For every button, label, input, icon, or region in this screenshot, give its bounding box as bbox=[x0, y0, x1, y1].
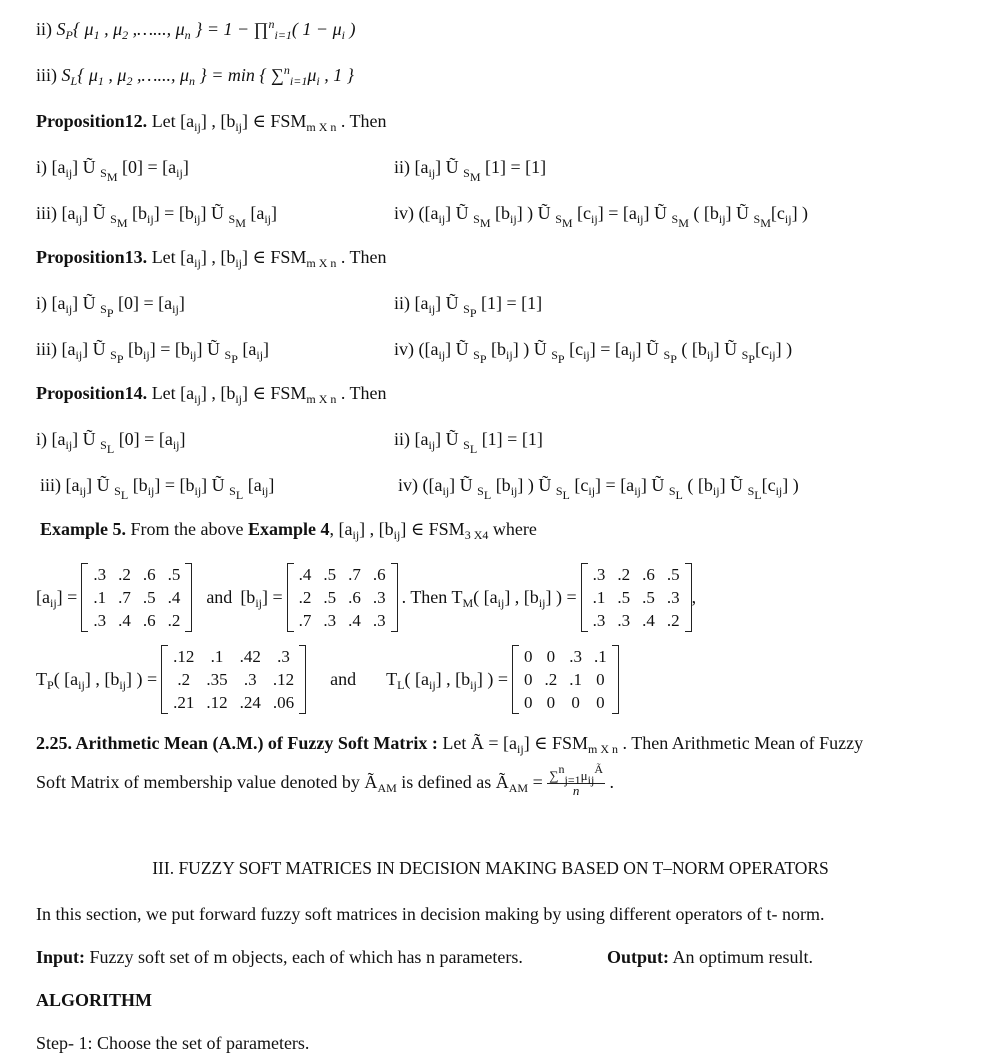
sp-label: ii) bbox=[36, 19, 52, 39]
matrix-tm-row bbox=[587, 586, 686, 609]
matrix-a-cell: .4 bbox=[118, 610, 131, 630]
sl-formula: $S_L${ $\mu_1$ , $\mu_2$ ,…..., $\mu_n$ } = min { $\sum^n_{i=1}\mu_i$ , 1 } bbox=[61, 63, 354, 88]
proposition13-heading bbox=[36, 246, 387, 268]
matrix-tl-cell: 0 bbox=[523, 692, 533, 712]
matrix-a bbox=[81, 563, 192, 632]
matrix-a-cell: .6 bbox=[142, 610, 156, 630]
matrix-tl-cell: 0 bbox=[571, 692, 580, 712]
matrix-b-cell: .3 bbox=[372, 610, 386, 630]
matrix-tp-cell: .06 bbox=[272, 692, 295, 712]
example5-text-after: , $[a_{ij}]$ , $[b_{ij}]$ ∈ $FSM_{3 X4}$ where bbox=[329, 519, 537, 542]
proposition14-heading bbox=[36, 382, 387, 404]
matrix-tm-row bbox=[587, 609, 686, 632]
matrix-tp-cell: .1 bbox=[210, 646, 224, 666]
am-period: . bbox=[609, 772, 614, 792]
matrix-tm-cell: .5 bbox=[617, 587, 631, 607]
matrix-b-cell: .5 bbox=[323, 564, 337, 584]
am-text1: Let Ã = $[a_{ij}]$ ∈ $FSM_{m X n}$ . Then Arithmetic Mean of Fuzzy bbox=[442, 733, 864, 756]
matrix-b bbox=[287, 563, 398, 632]
prop12-iii: iii) $[a_{ij}]$ Ũ $_{S_M}$ $[b_{ij}] = [b_{ij}]$ Ũ $_{S_M}$ $[a_{ij}]$ bbox=[36, 203, 278, 230]
matrix-tl-cell: .1 bbox=[593, 646, 607, 666]
matrix-b-cell: .2 bbox=[298, 587, 312, 607]
prop13-iv: iv) ($[a_{ij}]$ Ũ $_{S_P}$ $[b_{ij}]$ ) Ũ $_{S_P}$ $[c_{ij}] = [a_{ij}]$ Ũ $_{S_P}$ ( $[b_{ij}]$ Ũ $_{S_P}[c_{ij}]$ ) bbox=[394, 339, 793, 366]
example5-text-before: From the above bbox=[130, 519, 244, 539]
matrix-tp-cell: .3 bbox=[277, 646, 290, 666]
matrix-a-cell: .3 bbox=[93, 564, 107, 584]
matrix-b-cell: .3 bbox=[323, 610, 337, 630]
matrix-tl-cell: 0 bbox=[546, 646, 556, 666]
sl-definition bbox=[36, 64, 354, 86]
matrix-a-label: $[a_{ij}]$ = bbox=[36, 587, 78, 610]
matrix-b-row bbox=[293, 563, 392, 586]
matrix-a-cell: .2 bbox=[167, 610, 181, 630]
prop12-intro: Let $[a_{ij}]$ , $[b_{ij}]$ ∈ $FSM_{m X n}$ . Then bbox=[151, 111, 387, 134]
matrix-b-cell: .6 bbox=[348, 587, 361, 607]
matrix-a-cell: .5 bbox=[142, 587, 156, 607]
am-title: 2.25. Arithmetic Mean (A.M.) of Fuzzy Soft Matrix : bbox=[36, 733, 438, 753]
matrix-b-row bbox=[293, 586, 392, 609]
prop14-ii: ii) $[a_{ij}]$ Ũ $_{S_L}$ [1] = [1] bbox=[394, 429, 543, 456]
output-line bbox=[607, 946, 813, 968]
prop12-ii: ii) $[a_{ij}]$ Ũ $_{S_M}$ [1] = [1] bbox=[394, 157, 547, 184]
sp-definition bbox=[36, 18, 355, 40]
matrix-tm-cell: .6 bbox=[642, 564, 655, 584]
matrix-tl-cell: 0 bbox=[546, 692, 556, 712]
example4-reference: Example 4 bbox=[248, 519, 330, 539]
output-label: Output: bbox=[607, 947, 670, 967]
prop14-iv: iv) ($[a_{ij}]$ Ũ $_{S_L}$ $[b_{ij}]$ ) Ũ $_{S_L}$ $[c_{ij}] = [a_{ij}]$ Ũ $_{S_L}$ ( $[b_{ij}]$ Ũ $_{S_L}[c_{ij}]$ ) bbox=[398, 475, 799, 502]
matrix-tl-cell: 0 bbox=[596, 692, 605, 712]
prop14-iii: iii) $[a_{ij}]$ Ũ $_{S_L}$ $[b_{ij}] = [b_{ij}]$ Ũ $_{S_L}$ $[a_{ij}]$ bbox=[40, 475, 275, 502]
matrix-tm-cell: .2 bbox=[617, 564, 631, 584]
am-numerator: $\sum^n_{j=1}\mu_{ij}^Ã$ bbox=[549, 762, 603, 788]
prop12-iv: iv) ($[a_{ij}]$ Ũ $_{S_M}$ $[b_{ij}]$ ) Ũ $_{S_M}$ $[c_{ij}] = [a_{ij}]$ Ũ $_{S_M}$ ( $[b_{ij}]$ Ũ $_{S_M}[c_{ij}]$ ) bbox=[394, 203, 809, 230]
am-text2: Soft Matrix of membership value denoted by $Ã_{AM}$ is defined as $Ã_{AM}$ = bbox=[36, 772, 543, 795]
am-definition-line2 bbox=[36, 762, 614, 802]
matrix-tp-row bbox=[167, 691, 300, 714]
matrix-tm-cell: .5 bbox=[666, 564, 680, 584]
tl-label: $T_L$( $[a_{ij}]$ , $[b_{ij}]$ ) = bbox=[386, 669, 508, 692]
matrix-tp-cell: .21 bbox=[173, 692, 195, 712]
and-word-2: and bbox=[330, 669, 357, 689]
tp-label: $T_P$( $[a_{ij}]$ , $[b_{ij}]$ ) = bbox=[36, 669, 158, 692]
matrix-tm-cell: .3 bbox=[666, 587, 680, 607]
matrix-tp-cell: .12 bbox=[272, 669, 295, 689]
prop14-intro: Let $[a_{ij}]$ , $[b_{ij}]$ ∈ $FSM_{m X n}$ . Then bbox=[151, 383, 387, 406]
matrix-tp-cell: .35 bbox=[206, 669, 228, 689]
example5-title: Example 5. bbox=[40, 519, 127, 539]
matrix-tp-row bbox=[167, 668, 300, 691]
prop13-intro: Let $[a_{ij}]$ , $[b_{ij}]$ ∈ $FSM_{m X n}$ . Then bbox=[151, 247, 387, 270]
step1: Step- 1: Choose the set of parameters. bbox=[36, 1033, 310, 1053]
am-denominator: n bbox=[572, 783, 580, 799]
matrix-tm bbox=[581, 563, 692, 632]
prop12-title: Proposition12. bbox=[36, 111, 148, 131]
matrix-tp-cell: .3 bbox=[243, 669, 257, 689]
input-line bbox=[36, 946, 523, 968]
sp-formula: $S_P${ $\mu_1$ , $\mu_2$ ,…..., $\mu_n$ } = 1 − ∏$^n_{i=1}$( $1 - \mu_i$ ) bbox=[56, 17, 356, 42]
proposition12-heading bbox=[36, 110, 387, 132]
matrix-a-cell: .4 bbox=[167, 587, 181, 607]
matrix-tp-cell: .12 bbox=[173, 646, 195, 666]
matrix-row-1 bbox=[36, 563, 696, 632]
matrix-a-cell: .2 bbox=[118, 564, 131, 584]
matrix-tm-cell: .3 bbox=[592, 610, 606, 630]
matrix-tl-cell: 0 bbox=[523, 646, 533, 666]
matrix-tm-cell: .5 bbox=[642, 587, 655, 607]
matrix-tm-cell: .2 bbox=[666, 610, 680, 630]
matrix-b-cell: .6 bbox=[372, 564, 386, 584]
tm-label: . Then $T_M$( $[a_{ij}]$ , $[b_{ij}]$ ) = bbox=[401, 587, 577, 610]
output-text: An optimum result. bbox=[672, 947, 814, 967]
matrix-tm-cell: .1 bbox=[592, 587, 606, 607]
section-intro: In this section, we put forward fuzzy soft matrices in decision making by using different operators of t- norm. bbox=[36, 904, 825, 924]
section-heading: III. FUZZY SOFT MATRICES IN DECISION MAKING BASED ON T–NORM OPERATORS bbox=[152, 858, 829, 878]
matrix-a-cell: .1 bbox=[93, 587, 107, 607]
matrix-b-row bbox=[293, 609, 392, 632]
algorithm-heading: ALGORITHM bbox=[36, 990, 153, 1010]
prop12-i: i) $[a_{ij}]$ Ũ $_{S_M}$ $[0] = [a_{ij}]$ bbox=[36, 157, 189, 184]
matrix-b-cell: .4 bbox=[298, 564, 312, 584]
matrix-b-cell: .7 bbox=[298, 610, 312, 630]
matrix-a-cell: .7 bbox=[118, 587, 131, 607]
matrix-tl-cell: 0 bbox=[523, 669, 533, 689]
trailing-comma: , bbox=[691, 587, 697, 607]
matrix-b-cell: .5 bbox=[323, 587, 337, 607]
matrix-tl-row bbox=[518, 691, 613, 714]
matrix-tl-cell: 0 bbox=[596, 669, 605, 689]
prop13-i: i) $[a_{ij}]$ Ũ $_{S_P}$ $[0] = [a_{ij}]$ bbox=[36, 293, 185, 320]
prop14-title: Proposition14. bbox=[36, 383, 148, 403]
matrix-tm-row bbox=[587, 563, 686, 586]
prop13-title: Proposition13. bbox=[36, 247, 148, 267]
prop14-i: i) $[a_{ij}]$ Ũ $_{S_L}$ $[0] = [a_{ij}]$ bbox=[36, 429, 186, 456]
matrix-tp-cell: .12 bbox=[206, 692, 228, 712]
matrix-tl-cell: .3 bbox=[569, 646, 582, 666]
matrix-tm-cell: .4 bbox=[642, 610, 655, 630]
input-label: Input: bbox=[36, 947, 86, 967]
matrix-tp-row bbox=[167, 645, 300, 668]
am-fraction bbox=[547, 762, 605, 799]
sl-label: iii) bbox=[36, 65, 57, 85]
matrix-a-row bbox=[87, 609, 186, 632]
matrix-tl-row bbox=[518, 645, 613, 668]
prop13-ii: ii) $[a_{ij}]$ Ũ $_{S_P}$ [1] = [1] bbox=[394, 293, 543, 320]
matrix-b-cell: .4 bbox=[348, 610, 361, 630]
matrix-tm-cell: .3 bbox=[617, 610, 631, 630]
matrix-a-cell: .3 bbox=[93, 610, 107, 630]
matrix-tp-cell: .42 bbox=[239, 646, 261, 666]
matrix-tl-row bbox=[518, 668, 613, 691]
matrix-tp bbox=[161, 645, 306, 714]
matrix-tp-cell: .24 bbox=[239, 692, 261, 712]
matrix-tp-cell: .2 bbox=[177, 669, 191, 689]
input-text: Fuzzy soft set of m objects, each of which has n parameters. bbox=[89, 947, 523, 967]
and-word-1: and bbox=[206, 587, 233, 607]
matrix-a-cell: .6 bbox=[142, 564, 156, 584]
matrix-tm-cell: .3 bbox=[592, 564, 606, 584]
matrix-b-cell: .3 bbox=[372, 587, 386, 607]
am-definition-line1 bbox=[36, 732, 863, 754]
matrix-b-cell: .7 bbox=[348, 564, 361, 584]
matrix-row-2 bbox=[36, 645, 619, 714]
matrix-a-row bbox=[87, 586, 186, 609]
matrix-a-row bbox=[87, 563, 186, 586]
matrix-tl bbox=[512, 645, 619, 714]
matrix-b-label: $[b_{ij}]$ = bbox=[240, 587, 283, 610]
example5-line bbox=[40, 518, 537, 540]
prop13-iii: iii) $[a_{ij}]$ Ũ $_{S_P}$ $[b_{ij}] = [b_{ij}]$ Ũ $_{S_P}$ $[a_{ij}]$ bbox=[36, 339, 270, 366]
matrix-a-cell: .5 bbox=[167, 564, 181, 584]
matrix-tl-cell: .2 bbox=[544, 669, 558, 689]
matrix-tl-cell: .1 bbox=[569, 669, 582, 689]
